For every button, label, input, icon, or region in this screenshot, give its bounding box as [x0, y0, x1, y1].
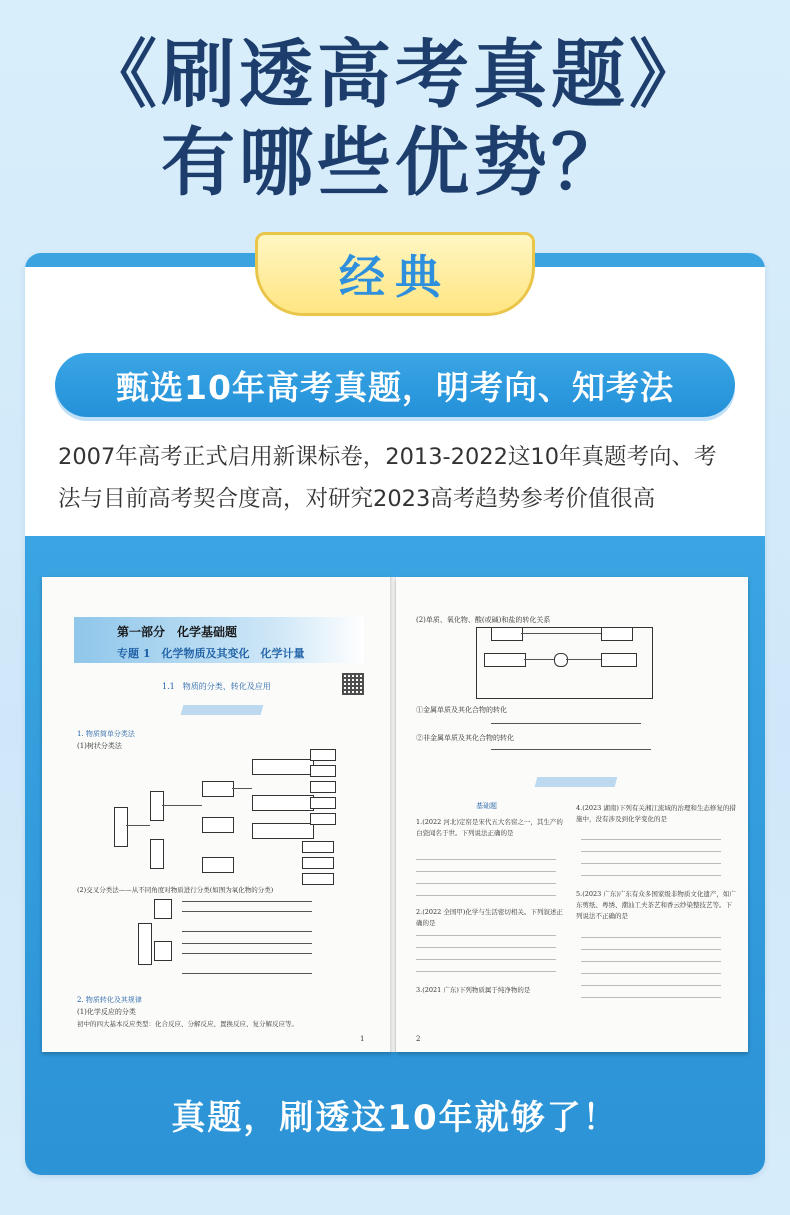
question-5: 5.(2023 广东)广东有众多国家级非物质文化遗产，如广东剪纸、粤绣、潮汕工夫茶艺和香云纱染整技艺等。下列说法不正确的是: [576, 890, 736, 920]
footer-slogan: 真题，刷透这10年就够了！: [171, 1098, 619, 1138]
tree-leaf-box: [302, 857, 334, 869]
tree-leaf-box: [302, 873, 334, 885]
question-4: 4.(2023 湖南)下列有关湘江流域的治理和生态修复的措施中，没有涉及到化学变化的是: [576, 804, 736, 823]
text-line: [581, 875, 721, 876]
tree-leaf-box: [302, 841, 334, 853]
question-2: 2.(2022 全国甲)化学与生活密切相关。下列叙述正确的是: [416, 908, 563, 927]
text-line: [581, 839, 721, 840]
topic-title: 专题 1 化学物质及其变化 化学计量: [117, 647, 305, 660]
text-line: [416, 859, 556, 860]
tree-line: [232, 788, 252, 789]
text-line: [416, 871, 556, 872]
right-head: (2)单质、氧化物、酸(或碱)和盐的转化关系: [416, 616, 551, 624]
item1b: (2)交叉分类法——从不同角度对物质进行分类(如图为氧化物的分类): [77, 886, 274, 894]
tree-node-box: [202, 857, 234, 873]
conv1: ①金属单质及其化合物的转化: [416, 706, 507, 714]
text-line: [581, 961, 721, 962]
text-line: [416, 959, 556, 960]
tree-node-box: [202, 781, 234, 797]
tree-root-box: [114, 807, 128, 847]
cross-line: [182, 901, 312, 902]
book-spread-image: [42, 577, 748, 1052]
conv-line: [491, 749, 651, 750]
question-3: 3.(2021 广东)下列物质属于纯净物的是: [416, 986, 531, 994]
cross-line: [182, 931, 312, 932]
text-line: [416, 947, 556, 948]
tree-leaf-box: [310, 749, 336, 761]
tree-line: [162, 805, 202, 806]
cross-line: [182, 911, 312, 912]
tree-line: [126, 825, 150, 826]
text-line: [416, 971, 556, 972]
item2: 2. 物质转化及其规律: [77, 996, 142, 1004]
page-number-right: 2: [416, 1035, 421, 1043]
pill-text: 甄选10年高考真题，明考向、知考法: [116, 367, 674, 407]
tree-leaf-box: [310, 813, 336, 825]
tree-node-box: [150, 791, 164, 821]
text-line: [581, 863, 721, 864]
conv2: ②非金属单质及其化合物的转化: [416, 734, 514, 742]
cross-line: [182, 953, 312, 954]
headline-line-1: 《刷透高考真题》: [83, 32, 707, 118]
section-banner: [535, 777, 618, 787]
qr-code-icon: [342, 673, 364, 695]
cross-node-box: [154, 899, 172, 919]
item2a: (1)化学反应的分类: [77, 1008, 136, 1016]
book-page-left: [42, 577, 392, 1052]
diagram-frame: [476, 627, 653, 699]
text-line: [581, 937, 721, 938]
tree-leaf-box: [310, 765, 336, 777]
cross-root-box: [138, 923, 152, 965]
item1a: (1)树状分类法: [77, 742, 122, 750]
tree-node-box: [252, 795, 314, 811]
text-line: [416, 935, 556, 936]
right-section: 基础题: [476, 802, 497, 810]
badge-shape: [255, 232, 535, 316]
question-1: 1.(2022 河北)定窑是宋代五大名窑之一，其生产的白瓷闻名于世。下列说法正确的是: [416, 818, 563, 837]
classic-badge: [255, 232, 535, 320]
page-number-left: 1: [360, 1035, 365, 1043]
section-banner: [181, 705, 264, 715]
conv-line: [491, 723, 641, 724]
badge-label: 经典: [339, 250, 451, 304]
headline-line-2: 有哪些优势？: [161, 120, 629, 206]
description-text: 2007年高考正式启用新课标卷，2013-2022这10年真题考向、考法与目前高考契合度高，对研究2023高考趋势参考价值很高: [58, 444, 717, 512]
text-line: [416, 883, 556, 884]
tree-leaf-box: [310, 797, 336, 809]
cross-line: [182, 943, 312, 944]
tree-node-box: [252, 823, 314, 839]
tree-node-box: [150, 839, 164, 869]
item2b: 初中的四大基本反应类型：化合反应、分解反应、置换反应、复分解反应等。: [77, 1020, 298, 1028]
cross-line: [182, 973, 312, 974]
part-title: 第一部分 化学基础题: [117, 625, 238, 639]
text-line: [581, 851, 721, 852]
tree-leaf-box: [310, 781, 336, 793]
text-line: [581, 997, 721, 998]
tree-node-box: [252, 759, 314, 775]
tree-node-box: [202, 817, 234, 833]
highlight-pill: [55, 353, 735, 417]
text-line: [581, 973, 721, 974]
text-line: [581, 949, 721, 950]
cross-node-box: [154, 941, 172, 961]
item1: 1. 物质简单分类法: [77, 730, 135, 738]
book-page-right: [396, 577, 748, 1052]
text-line: [581, 985, 721, 986]
text-line: [416, 895, 556, 896]
section-title: 1.1 物质的分类、转化及应用: [162, 682, 271, 691]
